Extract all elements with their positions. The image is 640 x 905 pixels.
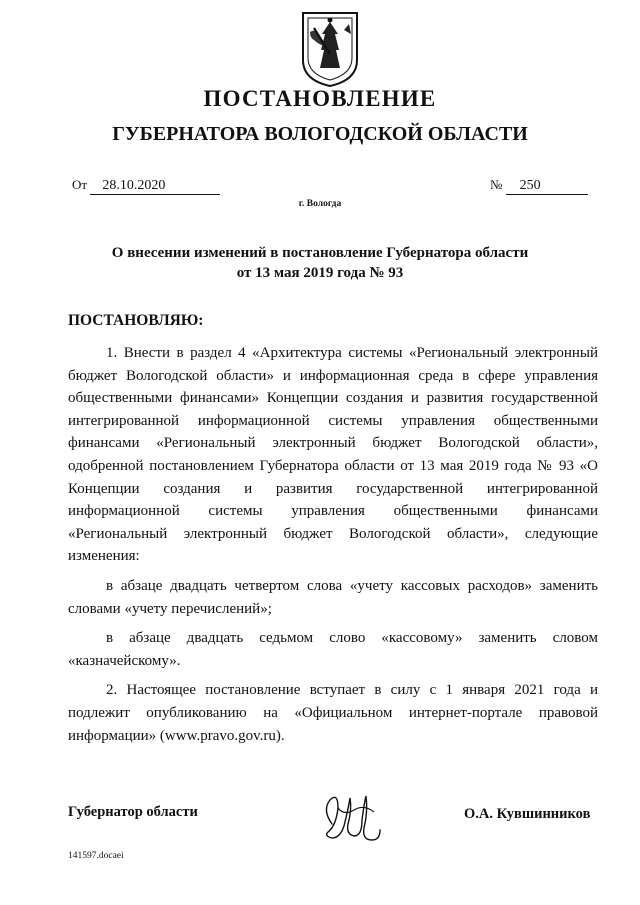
city: г. Вологда [298,199,342,209]
subject-line-2: от 13 мая 2019 года № 93 [236,265,404,281]
document-subject [90,243,550,283]
document-number: 250 [506,178,588,195]
document-title: ПОСТАНОВЛЕНИЕ [203,86,437,111]
paragraph-3: в абзаце двадцать седьмом слово «кассовому» заменить словом «казначейскому». [68,630,598,669]
decree-heading: ПОСТАНОВЛЯЮ: [68,312,204,329]
date-field [72,177,220,195]
vologda-coat-of-arms-icon [300,10,360,88]
paragraph-4: 2. Настоящее постановление вступает в силу с 1 января 2021 года и подлежит опубликованию на «Официальном интернет-портале правовой информации» (www.pravo.gov.ru). [68,682,598,744]
document-date: 28.10.2020 [90,178,220,195]
number-prefix: № [490,177,503,192]
document-subtitle: ГУБЕРНАТОРА ВОЛОГОДСКОЙ ОБЛАСТИ [112,123,528,145]
signatory-name: О.А. Кувшинников [464,806,591,822]
paragraph-2: в абзаце двадцать четвертом слова «учету кассовых расходов» заменить словами «учету перечислений»; [68,577,598,617]
date-prefix: От [72,177,88,192]
signatory-position: Губернатор области [68,804,198,820]
paragraph-1: 1. Внести в раздел 4 «Архитектура системы «Региональный электронный бюджет Вологодской области» и информационная среда в сфере управления общественными финансами» Концепции создания и развития государственной интегрированной информационной системы управления общественными финансами «Региональный электронный бюджет Вологодской области», одобренной постановлением Губернатора области от 13 мая 2019 года № 93 «О Концепции создания и развития государственной интегрированной информационной системы управления общественными финансами «Региональный электронный бюджет Вологодской области», следующие изменения: [68,345,598,565]
subject-line-1: О внесении изменений в постановление Губернатора области [111,245,529,261]
handwritten-signature-icon [318,790,390,850]
document-body [68,342,598,754]
number-field [490,177,588,195]
document-file-code: 141597.docaei [68,851,124,861]
